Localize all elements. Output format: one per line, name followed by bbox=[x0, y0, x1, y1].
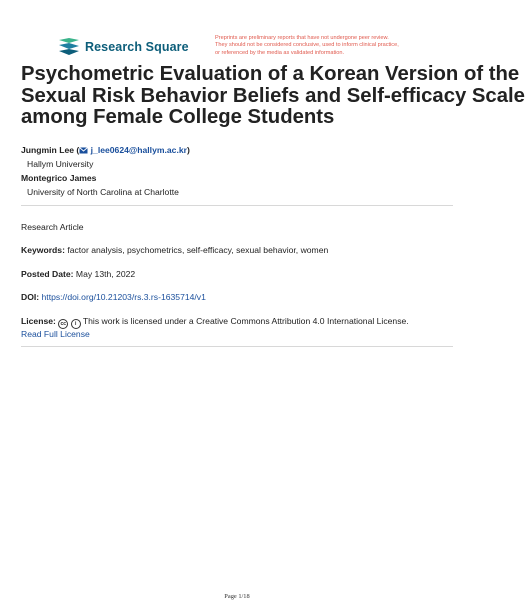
doi-label: DOI: bbox=[21, 292, 40, 302]
posted-date-value: May 13th, 2022 bbox=[75, 269, 136, 279]
title-line: Sexual Risk Behavior Beliefs and Self-efficacy Scale bbox=[21, 84, 525, 107]
divider bbox=[21, 205, 453, 206]
disclaimer-line: or referenced by the media as validated information. bbox=[215, 49, 345, 56]
article-type: Research Article bbox=[21, 222, 84, 232]
research-square-logo[interactable] bbox=[57, 38, 189, 56]
author-affiliation: Hallym University bbox=[27, 159, 94, 169]
logo-text: Research Square bbox=[85, 40, 189, 54]
author-list bbox=[21, 143, 190, 199]
preprint-disclaimer bbox=[215, 35, 455, 57]
posted-date-row bbox=[21, 268, 135, 280]
read-full-license-link[interactable]: Read Full License bbox=[21, 329, 90, 339]
title-line: Psychometric Evaluation of a Korean Version of the bbox=[21, 63, 520, 85]
divider bbox=[21, 346, 453, 347]
page-number: Page 1/18 bbox=[224, 593, 250, 600]
doi-link[interactable]: https://doi.org/10.21203/rs.3.rs-1635714/v1 bbox=[41, 292, 206, 302]
read-license-row bbox=[21, 328, 90, 340]
attribution-icon: i bbox=[71, 319, 81, 329]
license-text: This work is licensed under a Creative Commons Attribution 4.0 International License. bbox=[82, 316, 409, 326]
author-affiliation: University of North Carolina at Charlotte bbox=[27, 187, 179, 197]
disclaimer-line: They should not be considered conclusive, used to inform clinical practice, bbox=[215, 42, 399, 49]
research-square-logo-icon bbox=[57, 38, 81, 56]
keywords-row bbox=[21, 244, 328, 256]
article-title bbox=[21, 63, 525, 129]
author-name: Montegrico James bbox=[21, 173, 97, 183]
keywords-label: Keywords: bbox=[21, 245, 65, 255]
disclaimer-line: Preprints are preliminary reports that have not undergone peer review. bbox=[215, 35, 389, 41]
doi-row bbox=[21, 291, 206, 303]
keywords-value: factor analysis, psychometrics, self-efficacy, sexual behavior, women bbox=[67, 245, 329, 255]
envelope-icon bbox=[79, 147, 88, 154]
posted-date-label: Posted Date: bbox=[21, 269, 74, 279]
author-email-link[interactable]: j_lee0624@hallym.ac.kr bbox=[90, 145, 187, 155]
title-line: among Female College Students bbox=[21, 106, 335, 128]
license-row bbox=[21, 315, 409, 329]
author-name: Jungmin Lee bbox=[21, 145, 75, 155]
license-label: License: bbox=[21, 316, 56, 326]
author-entry: Jungmin Lee ( j_lee0624@hallym.ac.kr) bbox=[21, 145, 190, 155]
creative-commons-icon: cc bbox=[58, 319, 68, 329]
